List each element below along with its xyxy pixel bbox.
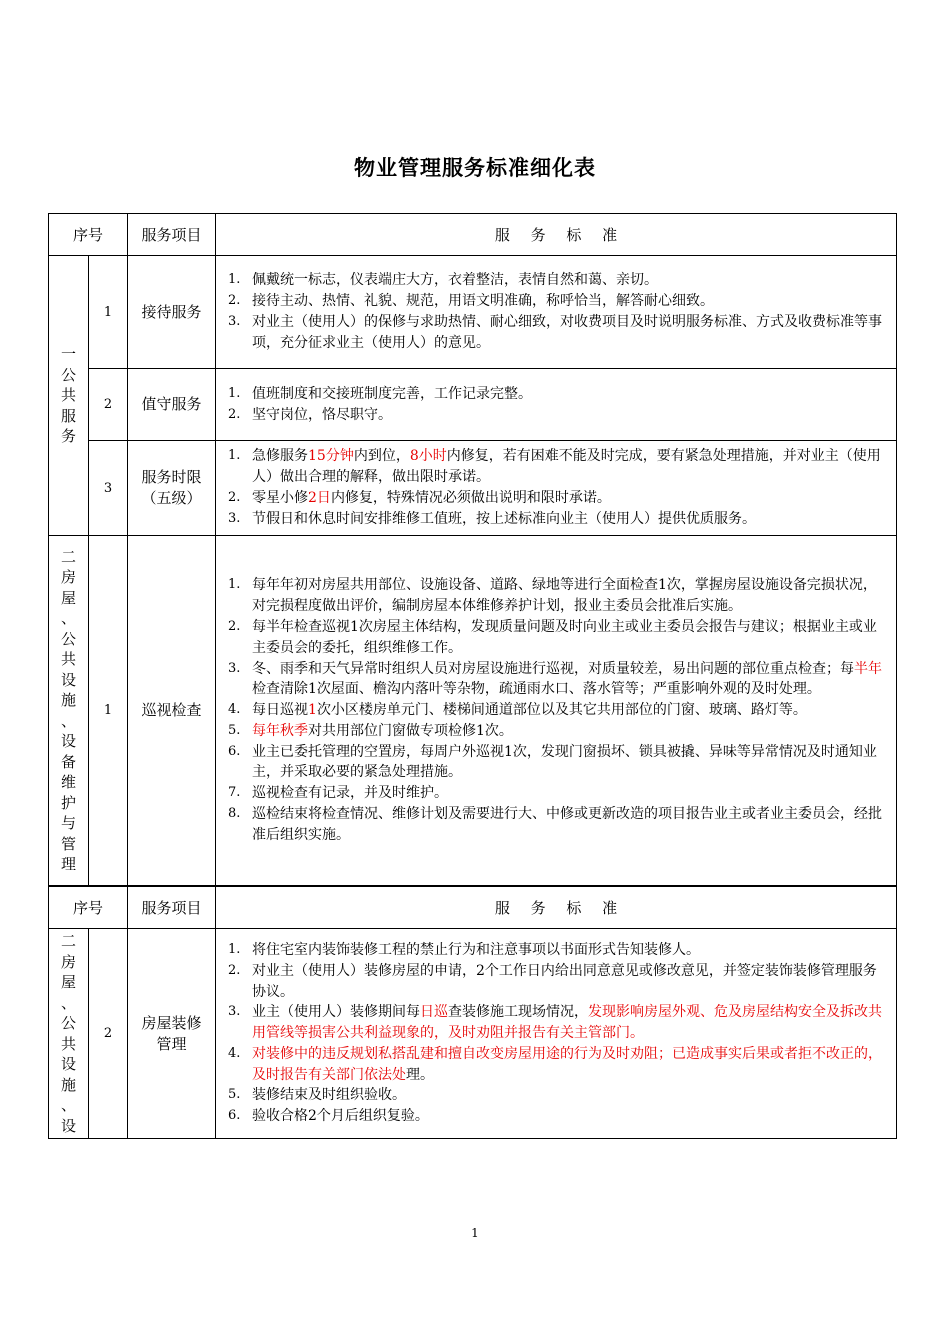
list-item: 1. 每年年初对房屋共用部位、设施设备、道路、绿地等进行全面检查1次，掌握房屋设施设备完损状况，对完损程度做出评价，编制房屋本体维修养护计划，报业主委员会批准后实施。 [228, 577, 877, 615]
list-item: 3. 节假日和休息时间安排维修工值班，按上述标准向业主（使用人）提供优质服务。 [228, 510, 757, 527]
list-item: 7. 巡视检查有记录，并及时维护。 [228, 785, 449, 802]
list-item: 6. 业主已委托管理的空置房，每周户外巡视1次，发现门窗损坏、锁具被撬、异味等异常情况及时通知业主，并采取必要的紧急处理措施。 [228, 743, 877, 781]
list-item: 3. 对业主（使用人）的保修与求助热情、耐心细致，对收费项目及时说明服务标准、方式及收费标准等事项，充分征求业主（使用人）的意见。 [228, 314, 883, 351]
header-standard: 服 务 标 准 [216, 214, 897, 256]
header-seq: 序号 [49, 887, 128, 929]
list-item: 3. 冬、雨季和天气异常时组织人员对房屋设施进行巡视，对质量较差，易出问题的部位重点检查；每半年检查清除1次屋面、檐沟内落叶等杂物，疏通雨水口、落水管等；严重影响外观的及时处理。 [228, 660, 883, 698]
standards-table-2 [48, 886, 897, 1139]
list-item: 1. 急修服务15分钟内到位，8小时内修复，若有困难不能及时完成，要有紧急处理措施，并对业主（使用人）做出合理的解释，做出限时承诺。 [228, 448, 881, 486]
list-item: 2. 对业主（使用人）装修房屋的申请，2个工作日内给出同意意见或修改意见，并签定装饰装修管理服务协议。 [228, 962, 877, 1000]
row-number: 3 [89, 441, 128, 536]
header-standard: 服 务 标 准 [216, 887, 897, 929]
row-number: 2 [89, 369, 128, 441]
list-item: 4. 对装修中的违反规划私搭乱建和擅自改变房屋用途的行为及时劝阻；已造成事实后果或者拒不改正的，及时报告有关部门依法处理。 [228, 1045, 883, 1083]
list-item: 2. 每半年检查巡视1次房屋主体结构，发现质量问题及时向业主或业主委员会报告与建议；根据业主或业主委员会的委托，组织维修工作。 [228, 618, 877, 656]
header-seq: 序号 [49, 214, 128, 256]
header-item: 服务项目 [128, 887, 216, 929]
service-item: 接待服务 [128, 256, 216, 369]
service-item: 服务时限 （五级） [128, 441, 216, 536]
row-number: 1 [89, 256, 128, 369]
list-item: 1. 值班制度和交接班制度完善，工作记录完整。 [228, 385, 533, 402]
row-number: 1 [89, 536, 128, 886]
list-item: 8. 巡检结束将检查情况、维修计划及需要进行大、中修或更新改造的项目报告业主或者业主委员会，经批准后组织实施。 [228, 806, 883, 843]
standard-content [216, 369, 897, 441]
list-item: 2. 零星小修2日内修复，特殊情况必须做出说明和限时承诺。 [228, 490, 611, 506]
standards-table-1 [48, 213, 897, 886]
list-item: 5. 装修结束及时组织验收。 [228, 1087, 407, 1104]
list-item: 1. 将住宅室内装饰装修工程的禁止行为和注意事项以书面形式告知装修人。 [228, 941, 701, 958]
list-item: 2. 接待主动、热情、礼貌、规范，用语文明准确，称呼恰当，解答耐心细致。 [228, 293, 715, 310]
standard-content [216, 929, 897, 1139]
table-header [49, 887, 897, 929]
category-public-service: 一 公 共 服 务 [49, 256, 89, 536]
category-housing-facilities: 二 房 屋 、 公 共 设 施 、 设 备 维 护 与 管 理 [49, 536, 89, 886]
table-row [49, 929, 897, 1139]
list-item: 4. 每日巡视1次小区楼房单元门、楼梯间通道部位以及其它共用部位的门窗、玻璃、路灯等。 [228, 702, 807, 719]
service-item: 房屋装修 管理 [128, 929, 216, 1139]
page-number: 1 [471, 1226, 479, 1240]
standard-content [216, 441, 897, 536]
list-item: 3. 业主（使用人）装修期间每日巡查装修施工现场情况，发现影响房屋外观、危及房屋结构安全及拆改共用管线等损害公共利益现象的，及时劝阻并报告有关主管部门。 [228, 1004, 883, 1042]
list-item: 5. 每年秋季对共用部位门窗做专项检修1次。 [228, 722, 513, 739]
standard-content [216, 256, 897, 369]
table-row [49, 256, 897, 369]
category-housing-facilities: 二 房 屋 、 公 共 设 施 、 设 [49, 929, 89, 1139]
table-header [49, 214, 897, 256]
standard-content [216, 536, 897, 886]
service-item: 巡视检查 [128, 536, 216, 886]
row-number: 2 [89, 929, 128, 1139]
header-item: 服务项目 [128, 214, 216, 256]
list-item: 6. 验收合格2个月后组织复验。 [228, 1108, 429, 1125]
table-row [49, 369, 897, 441]
list-item: 1. 佩戴统一标志，仪表端庄大方，衣着整洁，表情自然和蔼、亲切。 [228, 272, 659, 289]
table-row [49, 536, 897, 886]
service-item: 值守服务 [128, 369, 216, 441]
page-title: 物业管理服务标准细化表 [354, 156, 596, 180]
list-item: 2. 坚守岗位，恪尽职守。 [228, 406, 393, 423]
table-row [49, 441, 897, 536]
